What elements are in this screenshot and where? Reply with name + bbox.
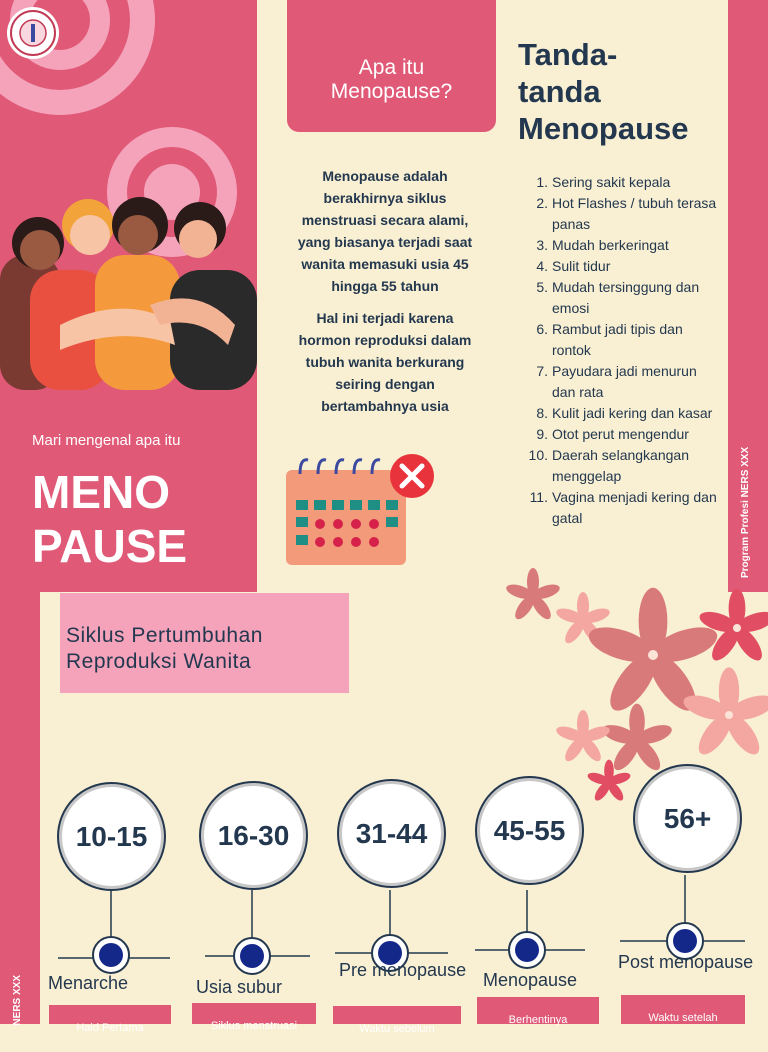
sign-item: 2. Hot Flashes / tubuh terasa panas <box>536 195 717 232</box>
right-side-strip <box>728 0 768 592</box>
decorative-flowers <box>505 590 768 805</box>
left-panel <box>0 0 257 592</box>
question-box <box>287 0 496 132</box>
stage-description: Waktu sebelum <box>333 1006 461 1024</box>
sign-item: 3. Mudah berkeringat <box>536 237 669 253</box>
age-circle: 56+ <box>635 766 740 871</box>
sign-item: 1. Sering sakit kepala <box>536 174 671 190</box>
sign-item: 7. Payudara jadi menurun dan rata <box>536 363 697 400</box>
sign-item: 6. Rambut jadi tipis dan rontok <box>536 321 683 358</box>
question-line2: Menopause? <box>330 80 453 103</box>
question-line1: Apa itu <box>358 56 425 79</box>
signs-title-line1: Tanda- <box>518 37 618 72</box>
women-hugging-illustration <box>0 195 257 390</box>
stage-label: Menarche <box>48 973 129 993</box>
age-circle: 16-30 <box>201 783 306 888</box>
cycle-title-line2: Reproduksi Wanita <box>66 650 252 673</box>
definition-paragraph-2: Hal ini terjadi karena hormon reproduksi dalam tubuh wanita berkurang seiring dengan bertambahnya usia <box>298 310 472 414</box>
age-circle: 10-15 <box>59 784 164 889</box>
stage-description: Berhentinya <box>477 997 599 1024</box>
left-bottom-strip <box>0 592 40 1024</box>
age-circle: 45-55 <box>477 778 582 883</box>
intro-label: Mari mengenal apa itu <box>32 432 181 449</box>
signs-title-line3: Menopause <box>518 111 689 146</box>
side-label-bottom: NERS XXX <box>12 975 23 1026</box>
calendar-cancel-icon <box>286 452 436 567</box>
institution-logo <box>6 6 60 60</box>
sign-item: 8. Kulit jadi kering dan kasar <box>536 405 713 421</box>
hero-title-line2: PAUSE <box>32 520 188 572</box>
sign-item: 11. Vagina menjadi kering dan gatal <box>529 489 717 526</box>
stage-description: Siklus menstruasi <box>192 1003 316 1024</box>
definition-paragraph-1: Menopause adalah berakhirnya siklus menstruasi secara alami, yang biasanya terjadi saat wanita memasuki usia 45 hingga 55 tahun <box>297 168 473 294</box>
hero-title-line1: MENO <box>32 466 170 518</box>
cycle-title-line1: Siklus Pertumbuhan <box>66 624 263 647</box>
stage-description: Haid Pertama <box>49 1005 171 1024</box>
age-circle: 31-44 <box>339 781 444 886</box>
hero-title <box>32 465 187 573</box>
sign-item: 10. Daerah selangkangan menggelap <box>528 447 689 484</box>
stage-label: Pre menopause <box>339 960 467 980</box>
cycle-title-box <box>60 593 349 693</box>
sign-item: 5. Mudah tersinggung dan emosi <box>536 279 700 316</box>
stage-label: Menopause <box>483 970 578 990</box>
signs-list <box>520 172 720 529</box>
sign-item: 9. Otot perut mengendur <box>536 426 689 442</box>
stage-label: Post menopause <box>618 952 754 972</box>
sign-item: 4. Sulit tidur <box>536 258 611 274</box>
side-label: Program Profesi NERS XXX <box>740 446 751 578</box>
stage-label: Usia subur <box>196 977 283 997</box>
stage-description: Waktu setelah <box>621 995 745 1024</box>
signs-title <box>518 37 689 146</box>
signs-title-line2: tanda <box>518 74 601 109</box>
